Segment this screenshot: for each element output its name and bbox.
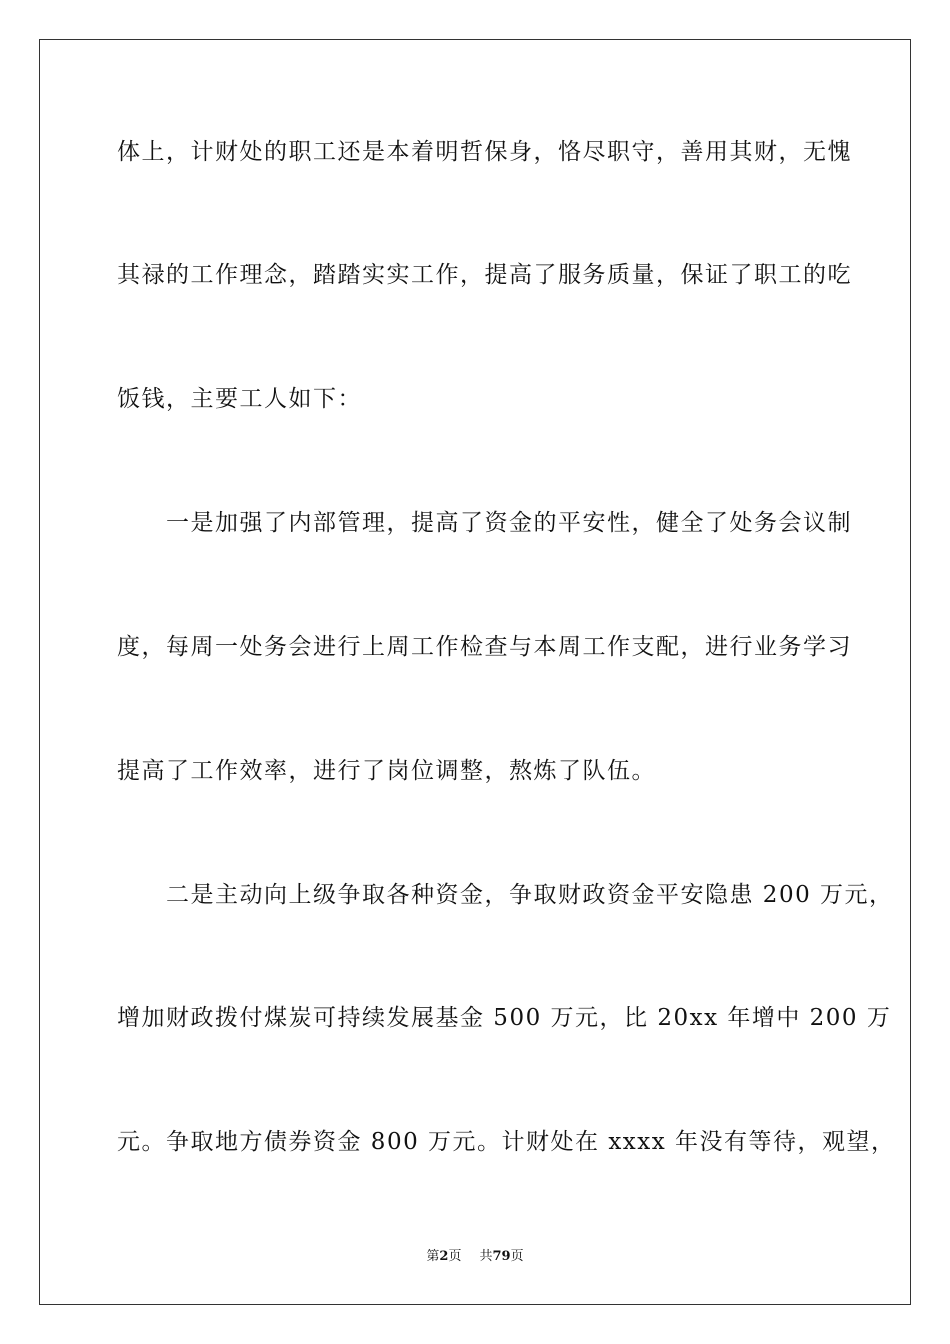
text-line-9: 元。争取地方债券资金 800 万元。计财处在 xxxx 年没有等待，观望， xyxy=(117,1129,896,1155)
text-line-2: 其禄的工作理念，踏踏实实工作，提高了服务质量，保证了职工的吃 xyxy=(117,262,852,288)
page-suffix: 页 xyxy=(448,1249,462,1264)
total-suffix: 页 xyxy=(510,1249,524,1264)
text-line-8: 增加财政拨付煤炭可持续发展基金 500 万元，比 20xx 年增中 200 万 xyxy=(117,1005,892,1031)
text-line-1: 体上，计财处的职工还是本着明哲保身，恪尽职守，善用其财，无愧 xyxy=(117,139,852,165)
text-line-6: 提高了工作效率，进行了岗位调整，熬炼了队伍。 xyxy=(117,758,656,784)
page-border xyxy=(39,39,911,1305)
page-footer xyxy=(0,1248,950,1266)
text-line-5: 度，每周一处务会进行上周工作检查与本周工作支配，进行业务学习 xyxy=(117,634,852,660)
text-line-4: 一是加强了内部管理，提高了资金的平安性，健全了处务会议制 xyxy=(117,510,852,536)
page-prefix: 第 xyxy=(426,1249,440,1264)
page-number: 2 xyxy=(439,1249,449,1264)
total-pages: 79 xyxy=(492,1249,511,1264)
text-line-7: 二是主动向上级争取各种资金，争取财政资金平安隐患 200 万元， xyxy=(117,882,894,908)
total-prefix: 共 xyxy=(479,1249,493,1264)
text-line-3: 饭钱，主要工人如下： xyxy=(117,386,362,412)
